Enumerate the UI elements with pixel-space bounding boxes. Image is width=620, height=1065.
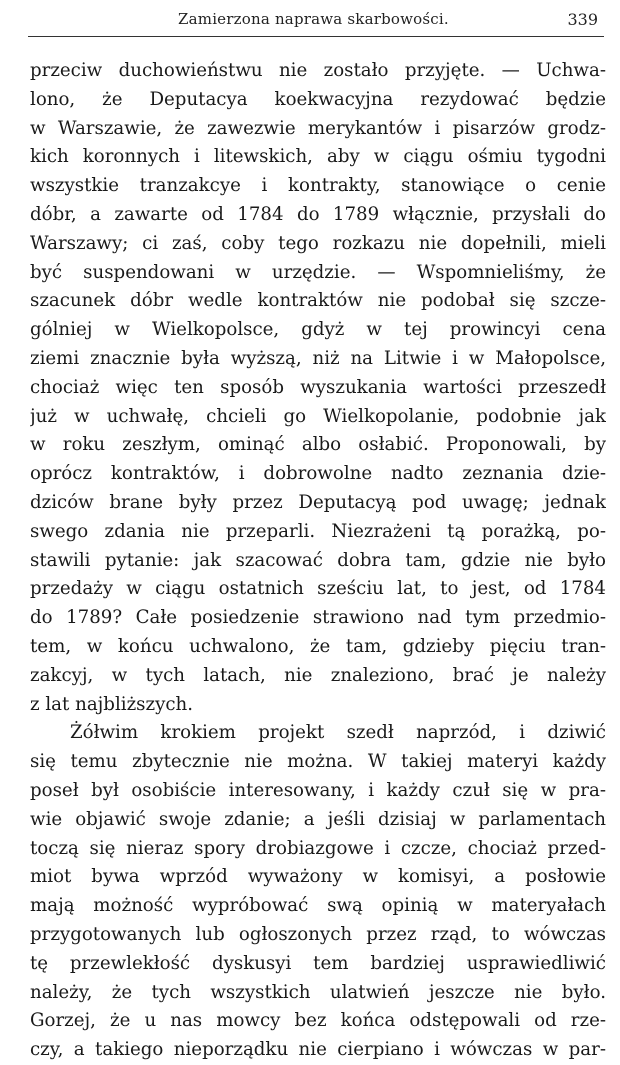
text-line: do 1789? Całe posiedzenie strawiono nad tym przedmio-	[30, 607, 606, 629]
text-line: wszystkie tranzakcye i kontrakty, stanowiące o cenie	[30, 175, 606, 197]
running-header	[28, 6, 604, 36]
text-line: gólniej w Wielkopolsce, gdyż w tej prowincyi cena	[30, 319, 606, 341]
header-rule	[28, 36, 604, 37]
text-line: oprócz kontraktów, i dobrowolne nadto zeznania dzie-	[30, 463, 606, 485]
text-line: w Warszawie, że zawezwie merykantów i pisarzów grodz-	[30, 117, 606, 139]
text-line: mają możność wypróbować swą opinią w materyałach	[30, 895, 606, 917]
text-line: poseł był osobiście interesowany, i każdy czuł się w pra-	[30, 779, 606, 801]
text-line: chociaż więc ten sposób wyszukania wartości przeszedł	[30, 376, 606, 398]
page-number: 339	[567, 10, 598, 29]
text-line: miot bywa wprzód wyważony w komisyi, a posłowie	[30, 866, 606, 888]
text-line: Gorzej, że u nas mowcy bez końca odstępowali od rze-	[30, 1010, 606, 1032]
text-line: przeciw duchowieństwu nie zostało przyjęte. — Uchwa-	[30, 60, 606, 81]
text-line: dóbr, a zawarte od 1784 do 1789 włącznie, przysłali do	[30, 203, 606, 225]
text-line: wie objawić swoje zdanie; a jeśli dzisiaj w parlamentach	[30, 808, 606, 830]
text-line: czy, a takiego nieporządku nie cierpiano i wówczas w par-	[30, 1039, 606, 1061]
text-line: Warszawy; ci zaś, coby tego rozkazu nie dopełnili, mieli	[30, 232, 606, 254]
text-line: już w uchwałę, chcieli go Wielkopolanie, podobnie jak	[30, 405, 606, 427]
running-title: Zamierzona naprawa skarbowości.	[178, 10, 449, 28]
paragraph-end-line: z lat najbliższych.	[30, 693, 194, 715]
text-line: ziemi znacznie była wyższą, niż na Litwie i w Małopolsce,	[30, 347, 606, 369]
text-line: przedaży w ciągu ostatnich sześciu lat, to jest, od 1784	[30, 578, 606, 600]
text-line: toczą się nieraz spory drobiazgowe i czcze, chociaż przed-	[30, 837, 606, 859]
text-line: dziców brane były przez Deputacyą pod uwagę; jednak	[30, 491, 606, 513]
text-line: przygotowanych lub ogłoszonych przez rząd, to wówczas	[30, 923, 606, 945]
text-line: stawili pytanie: jak szacować dobra tam, gdzie nie było	[30, 549, 606, 571]
text-line: zakcyj, w tych latach, nie znaleziono, brać je należy	[30, 664, 606, 686]
text-line: tem, w końcu uchwalono, że tam, gdzieby pięciu tran-	[30, 635, 606, 657]
text-line: kich koronnych i litewskich, aby w ciągu ośmiu tygodni	[30, 146, 606, 168]
paragraph-start-line: Żółwim krokiem projekt szedł naprzód, i dziwić	[70, 722, 606, 744]
text-line: swego zdania nie przeparli. Niezrażeni tą porażką, po-	[30, 520, 606, 542]
text-line: być suspendowani w urzędzie. — Wspomnieliśmy, że	[30, 261, 606, 283]
body-text	[30, 57, 606, 1065]
text-line: w roku zeszłym, ominąć albo osłabić. Proponowali, by	[30, 434, 606, 456]
text-line: się temu zbytecznie nie można. W takiej materyi każdy	[30, 751, 606, 773]
text-line: należy, że tych wszystkich ulatwień jeszcze nie było.	[30, 981, 606, 1003]
text-line: lono, że Deputacya koekwacyjna rezydować będzie	[30, 88, 606, 110]
text-line: szacunek dóbr wedle kontraktów nie podobał się szcze-	[30, 290, 606, 312]
text-line: tę przewlekłość dyskusyi tem bardziej usprawiedliwić	[30, 952, 606, 974]
